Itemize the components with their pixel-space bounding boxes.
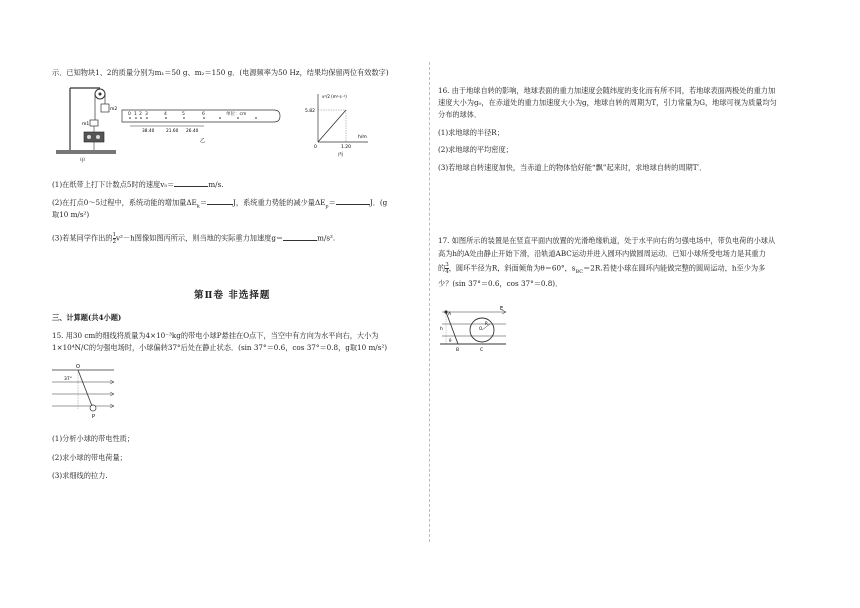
q14-part1 xyxy=(52,180,224,189)
section-title: 第Ⅱ卷 非选择题 xyxy=(194,290,271,301)
right-column xyxy=(438,0,810,608)
frac-num: 1 xyxy=(112,232,116,238)
q16-line3: 分布的球体． xyxy=(438,110,482,119)
sub-k: k xyxy=(196,203,200,210)
frac-num: 3 xyxy=(445,262,449,268)
q14-part1-text: (1)在纸带上打下计数点5时的速度v₅＝ xyxy=(52,180,175,189)
q17-line2: 高为h的A处由静止开始下滑，沿轨道ABC运动并进入圆环内做圆周运动．已知小球所受电场力是其重力 xyxy=(438,249,766,258)
tick-3: 3 xyxy=(145,112,148,117)
sub-p: p xyxy=(325,203,329,210)
q17-line3-mid: ，圆环半径为R，斜面倾角为θ＝60°，s xyxy=(448,263,576,273)
q14-part3-unit: m/s². xyxy=(317,233,336,243)
label-theta: θ xyxy=(449,338,452,343)
q15-part2: (2)求小球的带电荷量； xyxy=(52,453,127,462)
q15-line1: 15. 用30 cm的细线将质量为4×10⁻³kg的带电小球P悬挂在O点下，当空中有方向为水平向右，大小为 xyxy=(52,331,379,340)
q14-part2-text2: J，系统重力势能的减少量ΔE xyxy=(233,198,326,207)
q17-line4: 少？(sin 37°＝0.6，cos 37°＝0.8)． xyxy=(438,279,563,288)
q14-part2-text: (2)在打点0～5过程中，系统动能的增加量ΔE xyxy=(52,198,197,207)
q17-line3-end: ＝2R.若使小球在圆环内能做完整的圆周运动，h至少为多 xyxy=(583,263,766,273)
q16-part2: (2)求地球的平均密度； xyxy=(438,145,513,154)
label-O: O xyxy=(76,364,80,370)
q15-line2: 1×10⁴N/C的匀强电场时，小球偏转37°后处在静止状态．(sin 37°＝0.6，cos 37°＝0.8，g取10 m/s²) xyxy=(52,343,388,352)
graph-xtick: 1.20 xyxy=(341,145,352,150)
label-E: E xyxy=(500,306,504,312)
q16-part3: (3)若地球自转速度加快，当赤道上的物体恰好能“飘”起来时，求地球自转的周期T′． xyxy=(438,163,707,172)
m2-label: m2 xyxy=(110,107,118,112)
answer-blank[interactable] xyxy=(283,234,317,241)
q14-part3 xyxy=(52,232,335,245)
m1-label: m1 xyxy=(82,122,90,127)
q14-part3-text: (3)若某同学作出的 xyxy=(52,233,113,243)
column-divider xyxy=(429,62,430,542)
tick-1: 1 xyxy=(134,112,137,117)
graph-ylabel: v²/2 (m²·s⁻²) xyxy=(322,94,347,99)
label-A: A xyxy=(448,312,452,317)
label-R: R xyxy=(485,321,488,326)
label-B: B xyxy=(456,348,460,353)
seg-21-60: 21.60 xyxy=(166,129,179,134)
q14-part2 xyxy=(52,198,387,210)
label-angle: 37° xyxy=(64,377,72,382)
q14-intro: 示．已知物块1、2的质量分别为m₁＝50 g、m₂＝150 g．(电源频率为50 Hz，结果均保留两位有效数字) xyxy=(52,68,389,77)
answer-blank[interactable] xyxy=(336,198,370,205)
q17-line3 xyxy=(438,262,765,275)
tick-6: 6 xyxy=(202,112,205,117)
tick-5: 5 xyxy=(182,112,185,117)
graph-origin: 0 xyxy=(314,145,317,150)
q15-part3: (3)求细线的拉力. xyxy=(52,471,108,480)
q16-line1: 16. 由于地球自转的影响，地球表面的重力加速度会随纬度的变化而有所不同，若地球表面两极处的重力加 xyxy=(438,86,776,95)
label-yi: 乙 xyxy=(200,138,206,144)
label-h: h xyxy=(440,327,443,332)
q14-part3-text2: v²－h图像如图丙所示，则当地的实际重力加速度g＝ xyxy=(116,233,284,243)
figure-q15 xyxy=(52,360,122,418)
seg-38-40: 38.40 xyxy=(142,129,155,134)
label-jia: 甲 xyxy=(80,158,86,164)
label-O: O xyxy=(479,326,483,331)
q16-part1: (1)求地球的半径R； xyxy=(438,128,504,137)
q14-part2-eq: ＝ xyxy=(199,198,208,207)
q15-part1: (1)分析小球的带电性质； xyxy=(52,434,135,443)
q17-line3-start: 的 xyxy=(438,263,446,273)
graph-xlabel: h/m xyxy=(358,135,367,140)
tick-2: 2 xyxy=(139,112,142,117)
label-bing: 丙 xyxy=(338,152,344,158)
seg-26-40: 26.40 xyxy=(186,129,199,134)
tape-unit: 单位：cm xyxy=(226,112,247,117)
frac-den: 2 xyxy=(112,239,116,245)
q14-part2-eq2: ＝ xyxy=(328,198,336,207)
figure-q17 xyxy=(438,306,510,356)
tick-0: 0 xyxy=(128,112,131,117)
figure-apparatus-tape xyxy=(52,86,282,164)
tick-4: 4 xyxy=(164,112,167,117)
section-subtitle: 三、计算题(共4小题) xyxy=(52,313,122,322)
graph-ytick: 5.82 xyxy=(305,109,316,114)
q16-line2: 速度大小为g₀，在赤道处的重力加速度大小为g，地球自转的周期为T，引力常量为G，地球可视为质量均匀 xyxy=(438,98,777,107)
label-C: C xyxy=(480,348,484,353)
figure-graph-bing xyxy=(298,90,378,160)
q14-part1-unit: m/s. xyxy=(208,180,224,189)
answer-blank[interactable] xyxy=(174,180,208,187)
q14-part2-g: J．(g xyxy=(369,198,388,207)
label-P: P xyxy=(92,414,96,420)
sub-bc: BC xyxy=(575,268,584,275)
q14-part2-cont: 取10 m/s²) xyxy=(52,210,90,219)
frac-den: 4 xyxy=(445,269,449,275)
answer-blank[interactable] xyxy=(207,198,233,205)
left-column xyxy=(52,0,422,608)
q17-line1: 17. 如图所示的装置是在竖直平面内放置的光滑绝缘轨道，处于水平向右的匀强电场中，带负电荷的小球从 xyxy=(438,236,776,245)
